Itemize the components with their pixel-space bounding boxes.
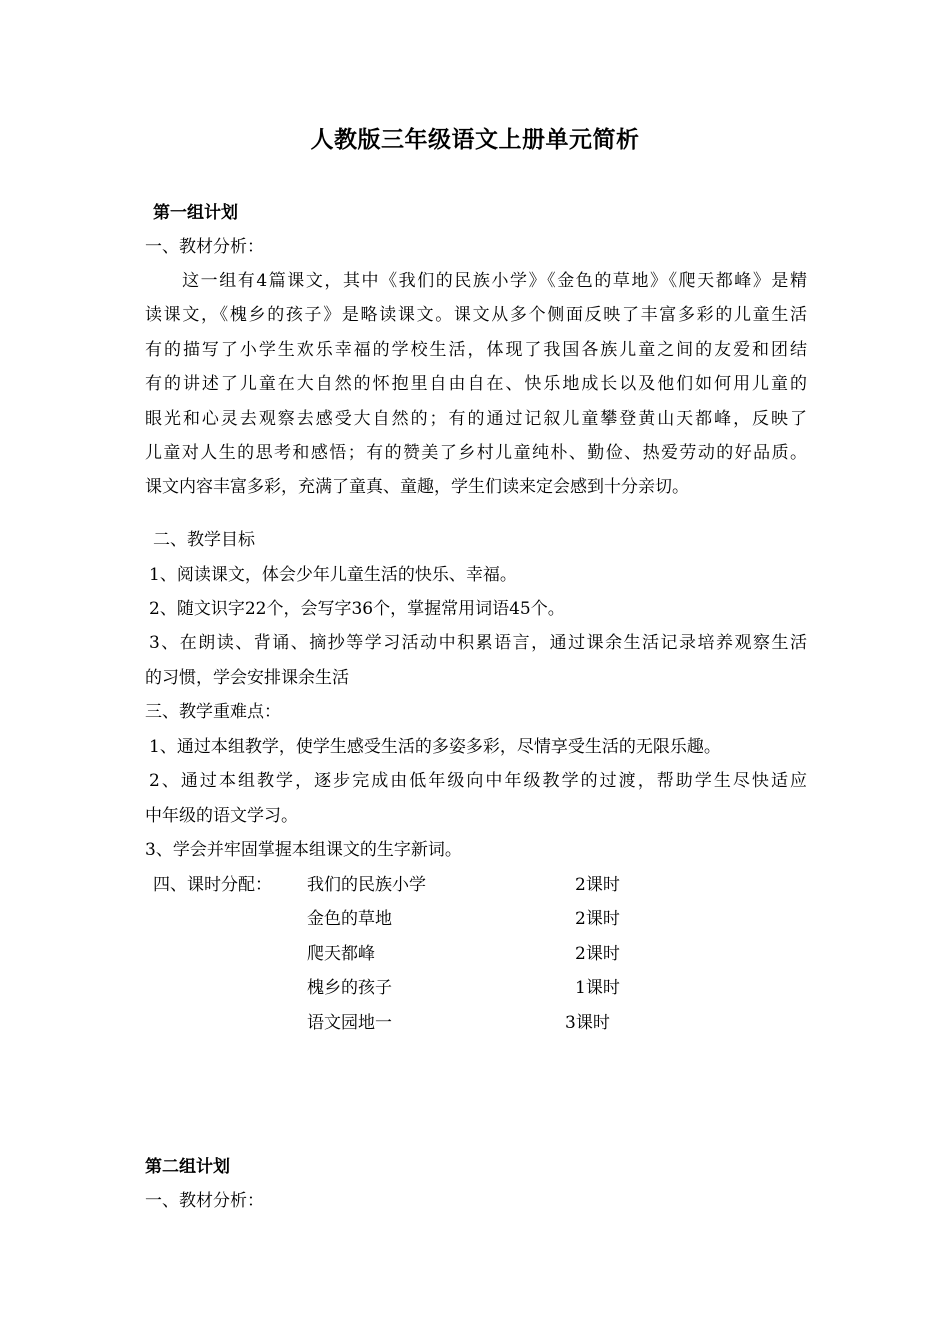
key-point-item: 3、学会并牢固掌握本组课文的生字新词。 (145, 840, 462, 860)
schedule-lesson: 金色的草地 (307, 909, 392, 929)
goal-item: 2、随文识字22个，会写字36个，掌握常用词语45个。 (149, 599, 565, 619)
analysis-line: 儿童对人生的思考和感悟；有的赞美了乡村儿童纯朴、勤俭、热爱劳动的好品质。 (145, 442, 807, 463)
goal-item: 3、在朗读、背诵、摘抄等学习活动中积累语言，通过课余生活记录培养观察生活 (149, 633, 807, 653)
group2-section1-label: 一、教材分析： (145, 1191, 264, 1211)
analysis-line: 课文内容丰富多彩，充满了童真、童趣，学生们读来定会感到十分亲切。 (145, 477, 689, 498)
group1-section3-label: 三、教学重难点： (145, 702, 281, 722)
key-point-item: 1、通过本组教学，使学生感受生活的多姿多彩，尽情享受生活的无限乐趣。 (149, 737, 721, 757)
key-point-item: 2、通过本组教学，逐步完成由低年级向中年级教学的过渡，帮助学生尽快适应 (149, 771, 807, 791)
group2-heading: 第二组计划 (145, 1157, 230, 1177)
analysis-line: 这一组有4篇课文，其中《我们的民族小学》《金色的草地》《爬天都峰》是精 (145, 271, 807, 291)
analysis-line: 有的讲述了儿童在大自然的怀抱里自由自在、快乐地成长以及他们如何用儿童的 (145, 374, 807, 395)
schedule-hours: 1课时 (575, 978, 620, 998)
schedule-lesson: 爬天都峰 (307, 944, 375, 964)
schedule-lesson: 槐乡的孩子 (307, 978, 392, 998)
group1-heading: 第一组计划 (153, 203, 238, 223)
group1-section1-label: 一、教材分析： (145, 237, 264, 257)
document-title: 人教版三年级语文上册单元简析 (310, 126, 640, 153)
schedule-lesson: 语文园地一 (307, 1013, 392, 1033)
schedule-hours: 2课时 (575, 875, 620, 895)
schedule-lesson: 我们的民族小学 (307, 875, 426, 895)
analysis-line: 眼光和心灵去观察去感受大自然的；有的通过记叙儿童攀登黄山天都峰，反映了 (145, 408, 807, 429)
group1-analysis-paragraph (145, 271, 807, 512)
schedule-hours: 3课时 (565, 1013, 610, 1033)
group1-section4-label: 四、课时分配： (153, 875, 272, 895)
schedule-hours: 2课时 (575, 909, 620, 929)
group1-section2-label: 二、教学目标 (153, 530, 255, 550)
analysis-line: 读课文，《槐乡的孩子》是略读课文。课文从多个侧面反映了丰富多彩的儿童生活 (145, 305, 807, 326)
goal-item: 1、阅读课文，体会少年儿童生活的快乐、幸福。 (149, 565, 517, 585)
key-point-continuation: 中年级的语文学习。 (145, 806, 298, 826)
goal-item-continuation: 的习惯，学会安排课余生活 (145, 668, 349, 688)
schedule-hours: 2课时 (575, 944, 620, 964)
analysis-line: 有的描写了小学生欢乐幸福的学校生活，体现了我国各族儿童之间的友爱和团结 (145, 339, 807, 360)
